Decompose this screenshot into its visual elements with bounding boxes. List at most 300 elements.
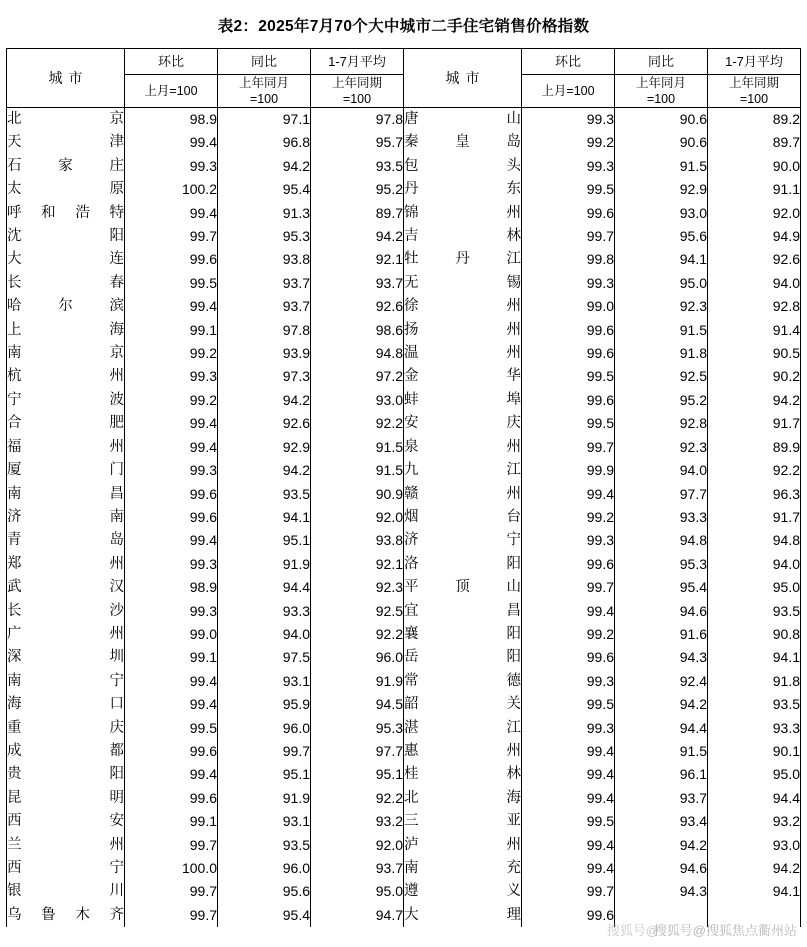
cell-avg-left: 95.0 — [311, 880, 404, 903]
table-row — [7, 717, 801, 740]
cell-mom-right: 99.6 — [522, 342, 615, 365]
cell-avg-right: 92.2 — [708, 459, 801, 482]
cell-avg-right: 94.9 — [708, 225, 801, 248]
column-basis-yoy-right — [615, 75, 708, 108]
cell-mom-left: 99.2 — [125, 389, 218, 412]
cell-yoy-left: 97.8 — [218, 319, 311, 342]
cell-yoy-left: 93.1 — [218, 670, 311, 693]
cell-mom-left: 99.1 — [125, 810, 218, 833]
table-row — [7, 389, 801, 412]
cell-mom-right: 99.8 — [522, 248, 615, 271]
cell-mom-right: 99.4 — [522, 834, 615, 857]
cell-yoy-right: 94.2 — [615, 834, 708, 857]
cell-city-right: 包头 — [404, 155, 522, 178]
cell-city-left: 南京 — [7, 342, 125, 365]
cell-city-left: 福州 — [7, 436, 125, 459]
cell-city-left: 天津 — [7, 131, 125, 154]
cell-avg-right: 96.3 — [708, 483, 801, 506]
table-row — [7, 904, 801, 927]
basis-line-2: =100 — [739, 92, 769, 106]
cell-city-left: 西安 — [7, 810, 125, 833]
cell-avg-right — [708, 904, 801, 927]
cell-avg-left: 94.8 — [311, 342, 404, 365]
cell-city-left: 长沙 — [7, 600, 125, 623]
cell-avg-left: 92.6 — [311, 295, 404, 318]
cell-avg-left: 89.7 — [311, 202, 404, 225]
cell-mom-right: 99.6 — [522, 646, 615, 669]
cell-avg-left: 92.5 — [311, 600, 404, 623]
cell-avg-left: 91.5 — [311, 459, 404, 482]
cell-city-right: 唐山 — [404, 108, 522, 132]
cell-city-left: 合肥 — [7, 412, 125, 435]
cell-yoy-left: 93.5 — [218, 834, 311, 857]
cell-avg-right: 89.7 — [708, 131, 801, 154]
cell-yoy-right: 90.6 — [615, 131, 708, 154]
cell-mom-right: 99.4 — [522, 857, 615, 880]
column-header-city-right: 城市 — [404, 49, 522, 108]
cell-mom-right: 99.7 — [522, 576, 615, 599]
cell-avg-left: 92.1 — [311, 248, 404, 271]
page-title: 表2：2025年7月70个大中城市二手住宅销售价格指数 — [217, 18, 590, 35]
cell-yoy-left: 91.3 — [218, 202, 311, 225]
cell-mom-left: 99.4 — [125, 295, 218, 318]
cell-yoy-left: 96.0 — [218, 717, 311, 740]
basis-line-2: =100 — [646, 92, 676, 106]
table-row — [7, 763, 801, 786]
cell-mom-left: 99.0 — [125, 623, 218, 646]
cell-mom-left: 99.3 — [125, 553, 218, 576]
cell-mom-right: 99.4 — [522, 787, 615, 810]
cell-yoy-right: 95.3 — [615, 553, 708, 576]
cell-mom-left: 99.4 — [125, 670, 218, 693]
cell-city-left: 厦门 — [7, 459, 125, 482]
table-row — [7, 459, 801, 482]
cell-mom-right: 99.6 — [522, 202, 615, 225]
cell-avg-left: 97.8 — [311, 108, 404, 132]
cell-yoy-left: 93.5 — [218, 483, 311, 506]
cell-yoy-right: 95.2 — [615, 389, 708, 412]
cell-city-left: 深圳 — [7, 646, 125, 669]
cell-mom-left: 99.4 — [125, 436, 218, 459]
cell-mom-right: 99.7 — [522, 436, 615, 459]
cell-mom-right: 99.2 — [522, 131, 615, 154]
cell-yoy-right: 94.3 — [615, 646, 708, 669]
cell-yoy-left: 93.7 — [218, 295, 311, 318]
cell-mom-right: 99.3 — [522, 670, 615, 693]
column-header-mom-left: 环比 — [125, 49, 218, 75]
price-index-table — [6, 48, 801, 927]
cell-city-right: 常德 — [404, 670, 522, 693]
table-row — [7, 857, 801, 880]
cell-avg-left: 93.5 — [311, 155, 404, 178]
cell-yoy-left: 97.3 — [218, 365, 311, 388]
cell-mom-right: 99.5 — [522, 365, 615, 388]
column-basis-mom-left — [125, 75, 218, 108]
cell-yoy-right: 94.8 — [615, 529, 708, 552]
cell-city-right: 无锡 — [404, 272, 522, 295]
cell-yoy-left: 95.1 — [218, 529, 311, 552]
cell-mom-left: 99.4 — [125, 412, 218, 435]
cell-yoy-left: 95.3 — [218, 225, 311, 248]
table-row — [7, 319, 801, 342]
cell-mom-right: 99.6 — [522, 553, 615, 576]
cell-avg-left: 92.2 — [311, 787, 404, 810]
cell-city-right: 湛江 — [404, 717, 522, 740]
cell-yoy-right: 91.5 — [615, 155, 708, 178]
cell-avg-right: 91.1 — [708, 178, 801, 201]
cell-city-right: 丹东 — [404, 178, 522, 201]
cell-city-right: 扬州 — [404, 319, 522, 342]
cell-yoy-left: 94.4 — [218, 576, 311, 599]
cell-mom-left: 99.1 — [125, 646, 218, 669]
table-header — [7, 49, 801, 108]
table-row — [7, 506, 801, 529]
cell-city-left: 上海 — [7, 319, 125, 342]
cell-yoy-left: 95.4 — [218, 904, 311, 927]
cell-yoy-right: 92.4 — [615, 670, 708, 693]
cell-city-right: 济宁 — [404, 529, 522, 552]
cell-city-left: 哈尔滨 — [7, 295, 125, 318]
cell-city-right: 泸州 — [404, 834, 522, 857]
table-row — [7, 623, 801, 646]
cell-city-left: 广州 — [7, 623, 125, 646]
cell-mom-left: 98.9 — [125, 108, 218, 132]
cell-yoy-right: 95.0 — [615, 272, 708, 295]
cell-yoy-left: 95.4 — [218, 178, 311, 201]
cell-avg-left: 93.0 — [311, 389, 404, 412]
cell-yoy-right: 97.7 — [615, 483, 708, 506]
column-header-mom-right: 环比 — [522, 49, 615, 75]
cell-mom-left: 99.7 — [125, 225, 218, 248]
cell-mom-right: 99.7 — [522, 880, 615, 903]
table-body — [7, 108, 801, 928]
cell-yoy-left: 94.2 — [218, 389, 311, 412]
cell-yoy-left: 91.9 — [218, 553, 311, 576]
column-basis-avg-right — [708, 75, 801, 108]
cell-avg-right: 89.2 — [708, 108, 801, 132]
column-basis-avg-left — [311, 75, 404, 108]
cell-city-right: 安庆 — [404, 412, 522, 435]
cell-yoy-left: 93.9 — [218, 342, 311, 365]
cell-city-left: 重庆 — [7, 717, 125, 740]
cell-avg-left: 94.5 — [311, 693, 404, 716]
cell-avg-left: 96.0 — [311, 646, 404, 669]
cell-city-right: 温州 — [404, 342, 522, 365]
cell-mom-left: 99.4 — [125, 202, 218, 225]
cell-avg-right: 89.9 — [708, 436, 801, 459]
cell-city-left: 南宁 — [7, 670, 125, 693]
basis-line-1: 上年同期 — [331, 76, 382, 90]
column-header-yoy-left: 同比 — [218, 49, 311, 75]
cell-city-right: 韶关 — [404, 693, 522, 716]
table-row — [7, 178, 801, 201]
table-row — [7, 272, 801, 295]
cell-city-right: 吉林 — [404, 225, 522, 248]
cell-avg-right: 95.0 — [708, 763, 801, 786]
cell-city-left: 石家庄 — [7, 155, 125, 178]
cell-mom-left: 99.7 — [125, 904, 218, 927]
cell-yoy-right: 90.6 — [615, 108, 708, 132]
cell-yoy-left: 93.8 — [218, 248, 311, 271]
cell-mom-right: 99.6 — [522, 319, 615, 342]
cell-yoy-right: 92.3 — [615, 436, 708, 459]
cell-avg-right: 91.8 — [708, 670, 801, 693]
cell-mom-right: 99.5 — [522, 412, 615, 435]
cell-avg-left: 93.7 — [311, 272, 404, 295]
cell-yoy-left: 97.5 — [218, 646, 311, 669]
column-header-yoy-right: 同比 — [615, 49, 708, 75]
cell-city-left: 青岛 — [7, 529, 125, 552]
cell-mom-left: 99.5 — [125, 272, 218, 295]
cell-avg-right: 92.6 — [708, 248, 801, 271]
cell-city-left: 成都 — [7, 740, 125, 763]
cell-yoy-left: 95.1 — [218, 763, 311, 786]
basis-line-1: 上年同月 — [635, 76, 686, 90]
table-row — [7, 248, 801, 271]
cell-avg-left: 93.8 — [311, 529, 404, 552]
table-row — [7, 225, 801, 248]
cell-avg-left: 95.7 — [311, 131, 404, 154]
cell-mom-left: 99.4 — [125, 763, 218, 786]
table-row — [7, 553, 801, 576]
cell-avg-right: 93.2 — [708, 810, 801, 833]
cell-avg-left: 91.5 — [311, 436, 404, 459]
table-row — [7, 880, 801, 903]
cell-avg-right: 90.0 — [708, 155, 801, 178]
cell-avg-right: 95.0 — [708, 576, 801, 599]
cell-avg-right: 94.1 — [708, 880, 801, 903]
cell-city-left: 兰州 — [7, 834, 125, 857]
cell-mom-right: 99.0 — [522, 295, 615, 318]
cell-avg-right: 94.2 — [708, 857, 801, 880]
basis-line: 上月=100 — [144, 84, 198, 98]
cell-avg-right: 91.4 — [708, 319, 801, 342]
table-row — [7, 155, 801, 178]
cell-city-right: 南充 — [404, 857, 522, 880]
cell-mom-right: 99.4 — [522, 600, 615, 623]
table-row — [7, 436, 801, 459]
cell-city-left: 武汉 — [7, 576, 125, 599]
header-row-groups — [7, 49, 801, 75]
cell-avg-left: 92.0 — [311, 834, 404, 857]
cell-avg-left: 95.1 — [311, 763, 404, 786]
column-basis-mom-right — [522, 75, 615, 108]
cell-yoy-right: 91.8 — [615, 342, 708, 365]
cell-mom-left: 100.2 — [125, 178, 218, 201]
cell-yoy-left: 96.0 — [218, 857, 311, 880]
cell-city-left: 贵阳 — [7, 763, 125, 786]
cell-yoy-right: 92.8 — [615, 412, 708, 435]
cell-city-left: 呼和浩特 — [7, 202, 125, 225]
cell-city-right: 徐州 — [404, 295, 522, 318]
cell-mom-left: 99.1 — [125, 319, 218, 342]
cell-avg-right: 90.2 — [708, 365, 801, 388]
cell-mom-left: 100.0 — [125, 857, 218, 880]
cell-avg-right: 91.7 — [708, 506, 801, 529]
cell-mom-right: 99.6 — [522, 904, 615, 927]
cell-city-left: 西宁 — [7, 857, 125, 880]
cell-city-right: 襄阳 — [404, 623, 522, 646]
cell-city-left: 大连 — [7, 248, 125, 271]
cell-mom-left: 98.9 — [125, 576, 218, 599]
cell-mom-right: 99.2 — [522, 623, 615, 646]
cell-avg-left: 95.2 — [311, 178, 404, 201]
cell-avg-right: 94.2 — [708, 389, 801, 412]
cell-mom-left: 99.4 — [125, 693, 218, 716]
cell-yoy-left: 94.0 — [218, 623, 311, 646]
column-header-avg-left: 1-7月平均 — [311, 49, 404, 75]
cell-avg-left: 94.7 — [311, 904, 404, 927]
cell-avg-left: 97.7 — [311, 740, 404, 763]
table-row — [7, 342, 801, 365]
cell-yoy-right: 95.4 — [615, 576, 708, 599]
cell-yoy-right: 91.5 — [615, 319, 708, 342]
cell-city-left: 海口 — [7, 693, 125, 716]
cell-mom-right: 99.3 — [522, 155, 615, 178]
cell-mom-left: 99.2 — [125, 342, 218, 365]
cell-yoy-right: 92.5 — [615, 365, 708, 388]
table-row — [7, 483, 801, 506]
cell-yoy-left: 96.8 — [218, 131, 311, 154]
cell-city-right: 桂林 — [404, 763, 522, 786]
cell-mom-left: 99.7 — [125, 834, 218, 857]
table-row — [7, 670, 801, 693]
table-row — [7, 646, 801, 669]
cell-mom-left: 99.3 — [125, 459, 218, 482]
cell-avg-right: 93.0 — [708, 834, 801, 857]
cell-mom-right: 99.2 — [522, 506, 615, 529]
cell-avg-right: 94.0 — [708, 272, 801, 295]
cell-mom-left: 99.5 — [125, 717, 218, 740]
cell-avg-right: 92.8 — [708, 295, 801, 318]
cell-yoy-left: 94.1 — [218, 506, 311, 529]
cell-avg-left: 92.2 — [311, 412, 404, 435]
cell-yoy-right: 93.7 — [615, 787, 708, 810]
cell-city-right: 蚌埠 — [404, 389, 522, 412]
basis-line-2: =100 — [342, 92, 372, 106]
cell-avg-left: 92.0 — [311, 506, 404, 529]
cell-city-right: 平顶山 — [404, 576, 522, 599]
cell-city-right: 锦州 — [404, 202, 522, 225]
table-row — [7, 600, 801, 623]
cell-avg-left: 94.2 — [311, 225, 404, 248]
cell-yoy-left: 93.7 — [218, 272, 311, 295]
cell-yoy-right: 94.6 — [615, 857, 708, 880]
cell-mom-left: 99.4 — [125, 131, 218, 154]
cell-mom-left: 99.3 — [125, 600, 218, 623]
basis-line: 上月=100 — [541, 84, 595, 98]
cell-city-left: 济南 — [7, 506, 125, 529]
table-row — [7, 529, 801, 552]
cell-yoy-right: 94.2 — [615, 693, 708, 716]
cell-mom-right: 99.4 — [522, 740, 615, 763]
cell-mom-left: 99.6 — [125, 506, 218, 529]
cell-yoy-left: 95.9 — [218, 693, 311, 716]
cell-yoy-right: 92.9 — [615, 178, 708, 201]
table-row — [7, 131, 801, 154]
cell-yoy-right: 94.6 — [615, 600, 708, 623]
cell-mom-right: 99.7 — [522, 225, 615, 248]
cell-mom-right: 99.3 — [522, 529, 615, 552]
cell-avg-left: 95.3 — [311, 717, 404, 740]
cell-city-left: 太原 — [7, 178, 125, 201]
cell-mom-left: 99.6 — [125, 740, 218, 763]
cell-avg-right: 94.0 — [708, 553, 801, 576]
cell-city-left: 南昌 — [7, 483, 125, 506]
cell-mom-right: 99.9 — [522, 459, 615, 482]
table-row — [7, 787, 801, 810]
cell-city-right: 惠州 — [404, 740, 522, 763]
cell-yoy-right: 91.5 — [615, 740, 708, 763]
cell-city-right: 牡丹江 — [404, 248, 522, 271]
basis-line-1: 上年同期 — [728, 76, 779, 90]
cell-mom-left: 99.4 — [125, 529, 218, 552]
cell-avg-left: 90.9 — [311, 483, 404, 506]
cell-avg-right: 94.4 — [708, 787, 801, 810]
table-row — [7, 834, 801, 857]
cell-yoy-left: 91.9 — [218, 787, 311, 810]
cell-city-right: 三亚 — [404, 810, 522, 833]
cell-mom-left: 99.7 — [125, 880, 218, 903]
cell-mom-right: 99.4 — [522, 483, 615, 506]
cell-avg-right: 94.8 — [708, 529, 801, 552]
cell-yoy-left: 93.3 — [218, 600, 311, 623]
cell-yoy-left: 95.6 — [218, 880, 311, 903]
cell-mom-right: 99.5 — [522, 178, 615, 201]
cell-city-left: 宁波 — [7, 389, 125, 412]
cell-yoy-left: 94.2 — [218, 459, 311, 482]
cell-avg-left: 92.3 — [311, 576, 404, 599]
column-header-city-left: 城市 — [7, 49, 125, 108]
cell-avg-left: 91.9 — [311, 670, 404, 693]
table-row — [7, 576, 801, 599]
cell-avg-left: 92.2 — [311, 623, 404, 646]
cell-yoy-right: 93.4 — [615, 810, 708, 833]
cell-yoy-right: 94.1 — [615, 248, 708, 271]
cell-mom-left: 99.6 — [125, 483, 218, 506]
watermark-right: 搜狐号@搜狐焦点衢州站 — [653, 923, 797, 938]
cell-city-left: 乌鲁木齐 — [7, 904, 125, 927]
cell-city-right: 金华 — [404, 365, 522, 388]
cell-city-left: 北京 — [7, 108, 125, 132]
cell-city-right: 九江 — [404, 459, 522, 482]
cell-avg-right: 91.7 — [708, 412, 801, 435]
cell-yoy-right: 93.0 — [615, 202, 708, 225]
table-row — [7, 365, 801, 388]
cell-avg-right: 93.3 — [708, 717, 801, 740]
cell-city-right: 大理 — [404, 904, 522, 927]
cell-yoy-right: 94.4 — [615, 717, 708, 740]
table-row — [7, 108, 801, 132]
cell-yoy-left: 93.1 — [218, 810, 311, 833]
cell-mom-right: 99.4 — [522, 763, 615, 786]
cell-city-right: 泉州 — [404, 436, 522, 459]
table-row — [7, 295, 801, 318]
cell-yoy-right: 91.6 — [615, 623, 708, 646]
cell-city-right: 赣州 — [404, 483, 522, 506]
cell-avg-right: 92.0 — [708, 202, 801, 225]
cell-city-left: 昆明 — [7, 787, 125, 810]
cell-avg-right: 90.5 — [708, 342, 801, 365]
cell-mom-left: 99.3 — [125, 365, 218, 388]
cell-city-right: 遵义 — [404, 880, 522, 903]
table-row — [7, 740, 801, 763]
cell-city-left: 长春 — [7, 272, 125, 295]
cell-city-right: 岳阳 — [404, 646, 522, 669]
cell-city-left: 郑州 — [7, 553, 125, 576]
cell-yoy-right: 95.6 — [615, 225, 708, 248]
watermark-left: 搜狐号@ — [606, 923, 659, 938]
